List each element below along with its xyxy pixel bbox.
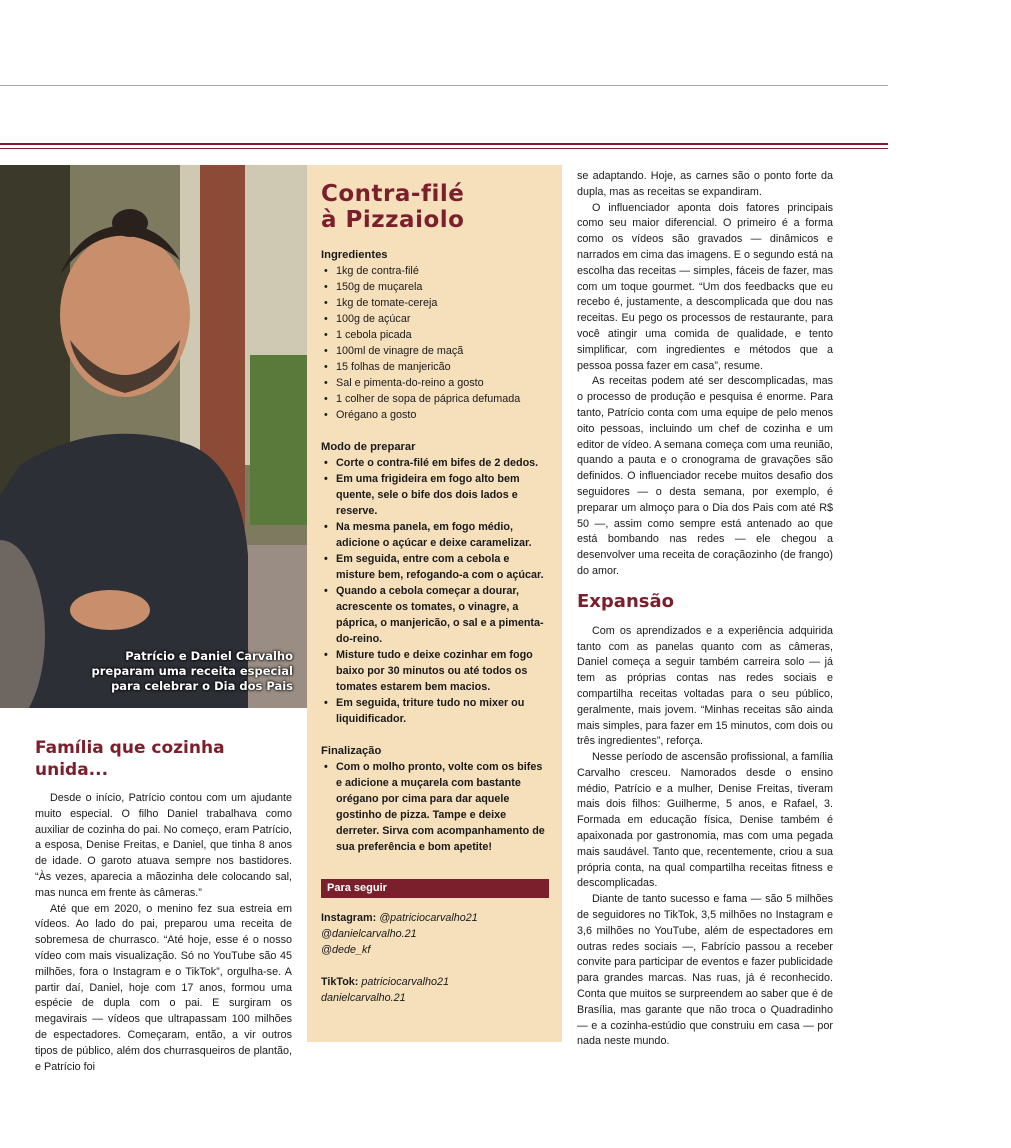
tiktok-handle: patriciocarvalho21 <box>361 976 450 988</box>
paragraph: Nesse período de ascensão profissional, a família Carvalho cresceu. Namorados desde o ensino médio, Patrício e a mulher, Denise Freitas, tiveram mais dois filhos: Guilherme, 5 anos, e Rafael, 3. Formada em educação física, Denise também é apaixonada por gastronomia, mas com uma pegada mais saudável. Tanto que, recentemente, criou a sua própria conta, na qual compartilha receitas fitness e descomplicadas. <box>577 751 833 890</box>
list-item: • 1 colher de sopa de páprica defumada <box>321 391 549 407</box>
section-rule <box>0 143 888 145</box>
list-item: • 100g de açúcar <box>321 311 549 327</box>
paragraph: Com os aprendizados e a experiência adquirida tanto com as panelas quanto com as câmeras, Daniel começa a seguir também carreira solo — já tem as próprias contas nas redes sociais e compartilha receitas voltadas para o seu público, geralmente, mais jovem. “Minhas receitas são ainda mais simples, para fazer em 15 minutos, com dois ou três ingredientes”, reforça. <box>577 624 833 748</box>
list-item: • 15 folhas de manjericão <box>321 359 549 375</box>
follow-heading: Para seguir <box>321 879 549 898</box>
feature-photo <box>0 165 307 708</box>
list-item: • Em seguida, entre com a cebola e misture bem, refogando-a com o açúcar. <box>321 551 549 583</box>
section-rule-thin <box>0 148 888 149</box>
instagram-label: Instagram: <box>321 912 377 924</box>
method-list <box>321 455 549 727</box>
photo-caption <box>92 649 293 694</box>
list-item: • 100ml de vinagre de maçã <box>321 343 549 359</box>
instagram-handle: @patriciocarvalho21 <box>379 912 478 924</box>
list-item: • Quando a cebola começar a dourar, acrescente os tomates, o vinagre, a páprica, o manjericão, o sal e a pimenta-do-reino. <box>321 583 549 647</box>
list-item: • Orégano a gosto <box>321 407 549 423</box>
list-item: • Em seguida, triture tudo no mixer ou liquidificador. <box>321 695 549 727</box>
list-item: • Corte o contra-filé em bifes de 2 dedos. <box>321 455 549 471</box>
section-title-familia: Família que cozinha unida... <box>35 738 225 780</box>
caption-line: para celebrar o Dia dos Pais <box>111 679 293 693</box>
paragraph: As receitas podem até ser descomplicadas, mas o processo de produção e pesquisa é enorme. Para tanto, Patrício conta com uma equipe de pelo menos oito pessoas, incluindo um chef de cozinha e um editor de vídeo. A semana começa com uma reunião, quando a pauta e o cronograma de gravações são definidos. O influenciador recebe muitos desafio dos seguidores — o desta semana, por exemplo, é preparar um almoço para o Dia dos Pais com até R$ 50 —, assim como sempre está antenado ao que está bombando nas redes — ele chegou a desenvolver uma receita de coraçãozinho (de frango) do amor. <box>577 375 833 577</box>
list-item: • Sal e pimenta-do-reino a gosto <box>321 375 549 391</box>
photo-illustration <box>0 165 307 708</box>
list-item: • Com o molho pronto, volte com os bifes e adicione a muçarela com bastante orégano por cima para dar aquele gostinho de pizza. Tampe e deixe derreter. Sirva com acompanhamento de sua preferência e bom apetite! <box>321 759 549 855</box>
instagram-handle: @danielcarvalho.21 <box>321 928 417 940</box>
list-item: • Em uma frigideira em fogo alto bem quente, sele o bife dos dois lados e reserve. <box>321 471 549 519</box>
list-item: • 1 cebola picada <box>321 327 549 343</box>
tiktok-handle: danielcarvalho.21 <box>321 992 406 1004</box>
ingredients-heading: Ingredientes <box>321 249 388 261</box>
finish-heading: Finalização <box>321 745 382 757</box>
recipe-title <box>321 181 464 233</box>
recipe-title-line: Contra-filé <box>321 181 465 207</box>
paragraph: Desde o início, Patrício contou com um ajudante muito especial. O filho Daniel trabalhava como auxiliar de cozinha do pai. No começo, eram Patrício, a esposa, Denise Freitas, e Daniel, que tinha 8 anos de idade. O garoto atuava sempre nos bastidores. “Às vezes, aparecia a mãozinha dele colocando sal, mas nunca em frente às câmeras.” <box>35 792 292 899</box>
right-column <box>577 169 833 1050</box>
method-heading: Modo de preparar <box>321 441 416 453</box>
instagram-block <box>321 910 549 958</box>
recipe-box <box>307 165 562 1042</box>
tiktok-block <box>321 974 549 1006</box>
list-item: • Na mesma panela, em fogo médio, adicione o açúcar e deixe caramelizar. <box>321 519 549 551</box>
section-title-expansao: Expansão <box>577 590 674 612</box>
paragraph: se adaptando. Hoje, as carnes são o ponto forte da dupla, mas as receitas se expandiram. <box>577 170 833 198</box>
caption-line: preparam uma receita especial <box>91 664 293 678</box>
left-column <box>35 737 292 1075</box>
list-item: • 150g de muçarela <box>321 279 549 295</box>
paragraph: Diante de tanto sucesso e fama — são 5 milhões de seguidores no TikTok, 3,5 milhões no Instagram e 3,6 milhões no YouTube, além de espectadores em outras redes sociais —, Fabrício passou a receber convite para participar de eventos e fazer publicidade para grandes marcas. Nas ruas, já é reconhecido. Conta que muitos se surpreendem ao saber que é de Brasília, mas garante que não troca o Quadradinho — e a cozinha-estúdio que construiu em casa — por nada neste mundo. <box>577 893 833 1048</box>
list-item: • 1kg de tomate-cereja <box>321 295 549 311</box>
tiktok-label: TikTok: <box>321 976 359 988</box>
recipe-title-line: à Pizzaiolo <box>321 207 465 233</box>
instagram-handle: @dede_kf <box>321 944 371 956</box>
paragraph: Até que em 2020, o menino fez sua estreia em vídeos. Ao lado do pai, preparou uma receita de sobremesa de churrasco. “Até hoje, esse é o nosso vídeo com mais visualização. Só no YouTube são 45 milhões, fora o Instagram e o TikTok”, orgulha-se. A partir daí, Daniel, hoje com 17 anos, formou uma espécie de dupla com o pai. E surgiram os megavirais — vídeos que ultrapassam 100 milhões de espectadores. Começaram, então, a vir outros tipos de público, além dos churrasqueiros de plantão, e Patrício foi <box>35 902 292 1073</box>
caption-line: Patrício e Daniel Carvalho <box>125 649 293 663</box>
ingredients-list <box>321 263 549 423</box>
finish-list <box>321 759 549 855</box>
paragraph: O influenciador aponta dois fatores principais como seu maior diferencial. O primeiro é a forma como os vídeos são gravados — dinâmicos e narrados em cima das imagens. E o segundo está na escolha das receitas — simples, fáceis de fazer, mas com um toque gourmet. “Um dos feedbacks que eu recebo é, justamente, a descomplicada que dou nas receitas. Eu pego os processos de restaurante, para você atingir uma comida de qualidade, e tento simplificar, com ingredientes e métodos que a pessoa possa fazer em casa”, resume. <box>577 201 833 372</box>
list-item: • 1kg de contra-filé <box>321 263 549 279</box>
recipe-content <box>321 247 549 1006</box>
top-rule <box>0 85 888 86</box>
list-item: • Misture tudo e deixe cozinhar em fogo baixo por 30 minutos ou até todos os tomates estarem bem macios. <box>321 647 549 695</box>
